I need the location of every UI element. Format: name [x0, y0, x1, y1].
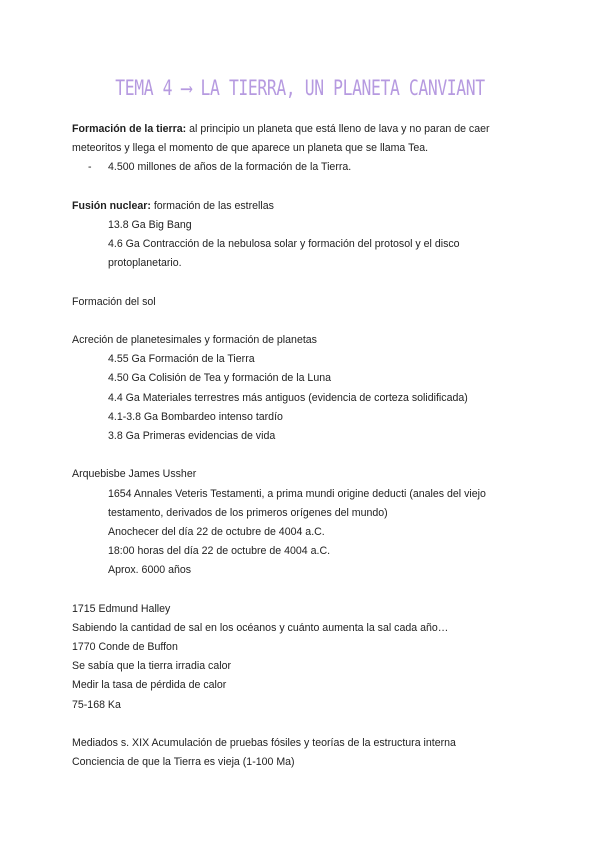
- acrecion-item: 4.50 Ga Colisión de Tea y formación de la Luna: [108, 372, 332, 385]
- spacer: [72, 446, 542, 465]
- acrecion-item: 4.55 Ga Formación de la Tierra: [108, 353, 255, 366]
- page-title: TEMA 4 ⟶ LA TIERRA, UN PLANETA CANVIANT: [115, 76, 485, 100]
- spacer: [72, 715, 542, 734]
- sol-heading: Formación del sol: [72, 295, 156, 308]
- fusion-item: protoplanetario.: [108, 257, 182, 270]
- formacion-text-2: meteoritos y llega el momento de que aparece un planeta que se llama Tea.: [72, 142, 429, 155]
- ussher-item: testamento, derivados de los primeros orígenes del mundo): [108, 506, 388, 519]
- formacion-bullet: [72, 158, 542, 177]
- formacion-bullet-text: 4.500 millones de años de la formación de la Tierra.: [108, 161, 352, 174]
- ussher-heading: Arquebisbe James Ussher: [72, 468, 197, 481]
- formacion-text-1: al principio un planeta que está lleno de lava y no paran de caer: [186, 123, 490, 135]
- ussher-item: Anochecer del día 22 de octubre de 4004 a.C.: [108, 525, 325, 538]
- spacer: [72, 274, 542, 293]
- halley-line: 1770 Conde de Buffon: [72, 641, 178, 654]
- halley-line: Se sabía que la tierra irradia calor: [72, 660, 231, 673]
- spacer: [72, 312, 542, 331]
- mediados-line: Mediados s. XIX Acumulación de pruebas fósiles y teorías de la estructura interna: [72, 737, 456, 749]
- ussher-item: Aprox. 6000 años: [108, 564, 192, 577]
- fusion-paragraph: [72, 197, 542, 216]
- formacion-label: Formación de la tierra:: [72, 123, 187, 135]
- acrecion-item: 4.4 Ga Materiales terrestres más antiguos (evidencia de corteza solidificada): [108, 391, 468, 404]
- formacion-paragraph-line-1: [72, 120, 542, 139]
- fusion-label: Fusión nuclear:: [72, 199, 151, 212]
- ussher-item: 1654 Annales Veteris Testamenti, a prima mundi origine deducti (anales del viejo: [108, 487, 486, 500]
- mediados-line: Conciencia de que la Tierra es vieja (1-100 Ma): [72, 756, 295, 769]
- acrecion-item: 3.8 Ga Primeras evidencias de vida: [108, 430, 276, 442]
- ussher-item: 18:00 horas del día 22 de octubre de 4004 a.C.: [108, 545, 331, 558]
- fusion-item: 4.6 Ga Contracción de la nebulosa solar y formación del protosol y el disco: [108, 238, 460, 251]
- acrecion-heading: Acreción de planetesimales y formación de planetas: [72, 334, 317, 347]
- document-body: [72, 120, 542, 772]
- halley-line: Sabiendo la cantidad de sal en los océanos y cuánto aumenta la sal cada año…: [72, 621, 449, 634]
- acrecion-item: 4.1-3.8 Ga Bombardeo intenso tardío: [108, 410, 283, 423]
- spacer: [72, 581, 542, 600]
- halley-line: 1715 Edmund Halley: [72, 602, 171, 615]
- fusion-item: 13.8 Ga Big Bang: [108, 218, 192, 231]
- halley-line: Medir la tasa de pérdida de calor: [72, 679, 227, 692]
- spacer: [72, 178, 542, 197]
- fusion-text: formación de las estrellas: [150, 199, 274, 212]
- bullet-dash: -: [88, 161, 92, 174]
- halley-line: 75-168 Ka: [72, 698, 121, 711]
